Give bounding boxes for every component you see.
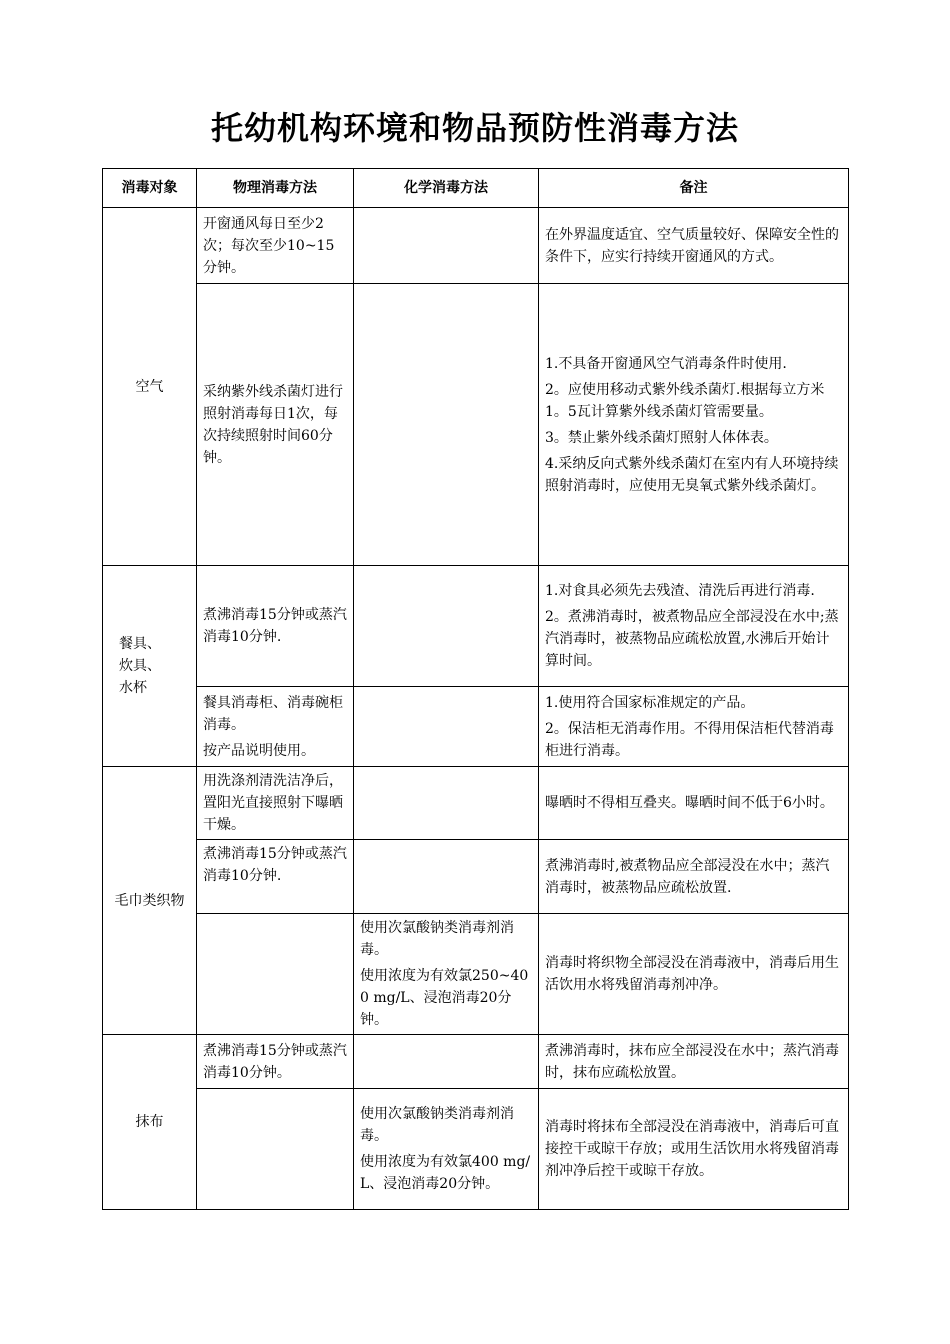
note-item: 1.使用符合国家标准规定的产品。 (545, 694, 755, 711)
header-row (103, 169, 849, 208)
air-notes-1: 在外界温度适宜、空气质量较好、保障安全性的条件下，应实行持续开窗通风的方式。 (539, 208, 849, 284)
note-item: 4.采纳反向式紫外线杀菌灯在室内有人环境持续照射消毒时，应使用无臭氧式紫外线杀菌灯。 (545, 455, 839, 494)
towels-notes-1: 曝晒时不得相互叠夹。曝晒时间不低于6小时。 (539, 767, 849, 840)
tableware-notes-1 (539, 566, 849, 687)
table-row (103, 687, 849, 767)
towels-notes-3: 消毒时将织物全部浸没在消毒液中，消毒后用生活饮用水将残留消毒剂冲净。 (539, 914, 849, 1035)
tableware-physical-2: 餐具消毒柜、消毒碗柜消毒。 按产品说明使用。 (197, 687, 354, 767)
towels-physical-2: 煮沸消毒15分钟或蒸汽消毒10分钟. (197, 840, 354, 914)
page-title: 托幼机构环境和物品预防性消毒方法 (210, 109, 739, 147)
disinfection-table (102, 168, 849, 1210)
tableware-physical-1: 煮沸消毒15分钟或蒸汽消毒10分钟. (197, 566, 354, 687)
towels-chemical-3: 使用次氯酸钠类消毒剂消毒。 使用浓度为有效氯250~400 mg/L、浸泡消毒20分钟。 (354, 914, 539, 1035)
air-physical-1: 开窗通风每日至少2次；每次至少10~15分钟。 (197, 208, 354, 284)
object-cloth: 抹布 (103, 1035, 197, 1210)
header-physical: 物理消毒方法 (197, 169, 354, 208)
towels-chemical-1 (354, 767, 539, 840)
air-chemical-2 (354, 284, 539, 566)
table-row (103, 1089, 849, 1210)
header-notes: 备注 (539, 169, 849, 208)
note-item: 2。保洁柜无消毒作用。不得用保洁柜代替消毒柜进行消毒。 (545, 720, 834, 759)
object-towels: 毛巾类织物 (103, 767, 197, 1035)
cloth-chemical-2: 使用次氯酸钠类消毒剂消毒。 使用浓度为有效氯400 mg/L、浸泡消毒20分钟。 (354, 1089, 539, 1210)
table-row (103, 914, 849, 1035)
note-item: 3。禁止紫外线杀菌灯照射人体体表。 (545, 429, 778, 446)
cloth-notes-2: 消毒时将抹布全部浸没在消毒液中，消毒后可直接控干或晾干存放；或用生活饮用水将残留消毒剂冲净后控干或晾干存放。 (539, 1089, 849, 1210)
note-item: 2。煮沸消毒时，被煮物品应全部浸没在水中;蒸汽消毒时，被蒸物品应疏松放置,水沸后开始计算时间。 (545, 609, 839, 669)
object-tableware: 餐具、 炊具、 水杯 (103, 566, 197, 767)
note-item: 1.不具备开窗通风空气消毒条件时使用. (545, 355, 787, 372)
towels-notes-2: 煮沸消毒时,被煮物品应全部浸没在水中；蒸汽消毒时，被蒸物品应疏松放置. (539, 840, 849, 914)
air-chemical-1 (354, 208, 539, 284)
tableware-chemical-2 (354, 687, 539, 767)
towels-physical-3 (197, 914, 354, 1035)
note-item: 1.对食具必须先去残渣、清洗后再进行消毒. (545, 583, 815, 599)
tableware-notes-2 (539, 687, 849, 767)
air-notes-2 (539, 284, 849, 566)
air-physical-2: 采纳紫外线杀菌灯进行照射消毒每日1次，每次持续照射时间60分钟。 (197, 284, 354, 566)
tableware-chemical-1 (354, 566, 539, 687)
table-row (103, 840, 849, 914)
towels-chemical-2 (354, 840, 539, 914)
note-item: 2。应使用移动式紫外线杀菌灯.根据每立方米1。5瓦计算紫外线杀菌灯管需要量。 (545, 381, 825, 420)
object-air: 空气 (103, 208, 197, 566)
cloth-chemical-1 (354, 1035, 539, 1089)
cloth-notes-1: 煮沸消毒时，抹布应全部浸没在水中；蒸汽消毒时，抹布应疏松放置。 (539, 1035, 849, 1089)
table-row (103, 566, 849, 687)
table-row (103, 208, 849, 284)
header-object: 消毒对象 (103, 169, 197, 208)
table-row (103, 1035, 849, 1089)
cloth-physical-2 (197, 1089, 354, 1210)
table-row (103, 284, 849, 566)
table-row (103, 767, 849, 840)
towels-physical-1: 用洗涤剂清洗洁净后，置阳光直接照射下曝晒干燥。 (197, 767, 354, 840)
header-chemical: 化学消毒方法 (354, 169, 539, 208)
cloth-physical-1: 煮沸消毒15分钟或蒸汽消毒10分钟。 (197, 1035, 354, 1089)
